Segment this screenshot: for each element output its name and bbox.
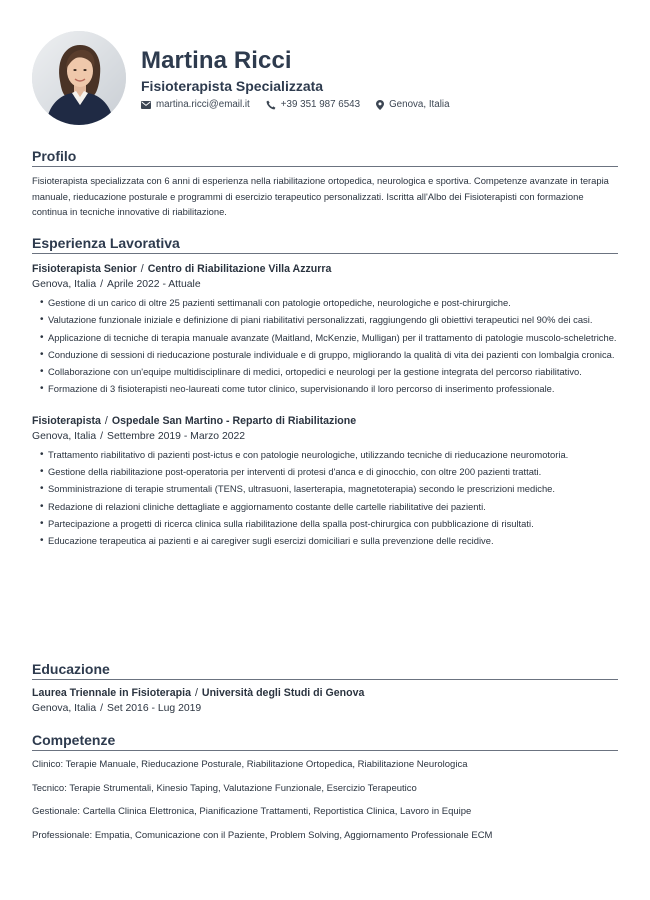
degree: Laurea Triennale in Fisioterapia <box>32 687 191 699</box>
job-location: Genova, Italia <box>32 430 97 442</box>
list-item: • Trattamento riabilitativo di pazienti post-ictus e con patologie neurologiche, utilizzando tecniche di rieducazione neuromotoria. <box>48 447 618 463</box>
map-pin-icon <box>376 100 384 110</box>
list-item: • Applicazione di tecniche di terapia manuale avanzate (Maitland, McKenzie, Mulligan) per il trattamento di patologie muscolo-scheletriche. <box>48 330 618 346</box>
skill-line: Professionale: Empatia, Comunicazione con il Paziente, Problem Solving, Aggiornamento Professionale ECM <box>32 829 493 841</box>
education-section <box>32 661 618 716</box>
list-item: • Partecipazione a progetti di ricerca clinica sulla riabilitazione della spalla post-chirurgica con pubblicazione di risultati. <box>48 516 618 532</box>
education-dates: Set 2016 - Lug 2019 <box>107 703 202 714</box>
job-role: Fisioterapista Senior <box>32 263 137 275</box>
section-heading: Esperienza Lavorativa <box>32 235 618 254</box>
profile-photo <box>32 31 126 125</box>
list-item: • Educazione terapeutica ai pazienti e ai caregiver sugli esercizi domiciliari e sulla prevenzione delle recidive. <box>48 533 618 549</box>
skills-section <box>32 732 618 842</box>
education-meta: Genova, Italia / Set 2016 - Lug 2019 <box>32 703 202 714</box>
experience-section <box>32 235 618 550</box>
list-item: • Formazione di 3 fisioterapisti neo-laureati come tutor clinico, supervisionando il loro percorso di inserimento professionale. <box>48 381 618 397</box>
section-heading: Competenze <box>32 732 618 751</box>
job-location: Genova, Italia <box>32 279 97 290</box>
section-heading: Educazione <box>32 661 618 680</box>
contact-info <box>141 99 466 110</box>
list-item: • Gestione di un carico di oltre 25 pazienti settimanali con patologie ortopediche, neurologiche e post-chirurgiche. <box>48 295 618 311</box>
candidate-name: Martina Ricci <box>141 47 292 74</box>
list-item: • Somministrazione di terapie strumentali (TENS, ultrasuoni, laserterapia, magnetoterapia) secondo le prescrizioni mediche. <box>48 481 618 497</box>
phone-text: +39 351 987 6543 <box>280 99 361 110</box>
skill-line: Gestionale: Cartella Clinica Elettronica, Pianificazione Trattamenti, Reportistica Clinica, Lavoro in Equipe <box>32 806 472 817</box>
list-item: • Redazione di relazioni cliniche dettagliate e aggiornamento costante delle cartelle riabilitative dei pazienti. <box>48 499 618 515</box>
email-text: martina.ricci@email.it <box>156 99 250 110</box>
summary-text: Fisioterapista specializzata con 6 anni di esperienza nella riabilitazione ortopedica, neurologica e sportiva. Competenze avanzate in terapia manuale, rieducazione posturale e programmi di esercizio terapeutico personalizzati. Iscritta all'Albo dei Fisioterapisti con formazione continua in tecniche innovative di riabilitazione. <box>32 175 609 218</box>
job-header: Fisioterapista / Ospedale San Martino - Reparto di Riabilitazione <box>32 414 357 427</box>
section-heading: Profilo <box>32 148 618 167</box>
list-item: • Conduzione di sessioni di rieducazione posturale individuale e di gruppo, migliorando la qualità di vita dei pazienti con lombalgia cronica. <box>48 347 618 363</box>
job-entry <box>32 414 618 550</box>
list-item: • Gestione della riabilitazione post-operatoria per interventi di protesi d'anca e di ginocchio, con oltre 200 pazienti trattati. <box>48 464 618 480</box>
location-text: Genova, Italia <box>389 99 450 110</box>
candidate-title: Fisioterapista Specializzata <box>141 78 324 94</box>
job-company: Centro di Riabilitazione Villa Azzurra <box>147 263 332 275</box>
contact-location <box>376 99 449 110</box>
job-bullets <box>32 447 618 550</box>
job-bullets <box>32 295 618 398</box>
summary-section <box>32 148 618 220</box>
job-company: Ospedale San Martino - Reparto di Riabilitazione <box>111 414 357 427</box>
school: Università degli Studi di Genova <box>201 687 365 699</box>
education-header: Laurea Triennale in Fisioterapia / Università degli Studi di Genova <box>32 687 365 699</box>
skill-line: Clinico: Terapie Manuale, Rieducazione Posturale, Riabilitazione Ortopedica, Riabilitazione Neurologica <box>32 759 468 770</box>
job-meta: Genova, Italia / Aprile 2022 - Attuale <box>32 279 201 290</box>
list-item: • Collaborazione con un'equipe multidisciplinare di medici, ortopedici e neurologi per la gestione integrata del percorso riabilitativo. <box>48 364 618 380</box>
contact-phone[interactable] <box>266 99 360 110</box>
job-dates: Aprile 2022 - Attuale <box>107 279 201 290</box>
education-location: Genova, Italia <box>32 703 97 714</box>
list-item: • Valutazione funzionale iniziale e definizione di piani riabilitativi personalizzati, raggiungendo gli obiettivi terapeutici nel 90% dei casi. <box>48 312 618 328</box>
resume-header <box>32 31 618 127</box>
phone-icon <box>266 100 276 110</box>
job-dates: Settembre 2019 - Marzo 2022 <box>107 430 246 442</box>
contact-email[interactable] <box>141 99 250 110</box>
envelope-icon <box>141 101 151 109</box>
skill-line: Tecnico: Terapie Strumentali, Kinesio Taping, Valutazione Funzionale, Esercizio Terapeutico <box>32 782 417 794</box>
job-role: Fisioterapista <box>32 414 101 427</box>
job-meta: Genova, Italia / Settembre 2019 - Marzo 2022 <box>32 430 246 442</box>
job-header: Fisioterapista Senior / Centro di Riabilitazione Villa Azzurra <box>32 263 332 275</box>
job-entry <box>32 262 618 398</box>
